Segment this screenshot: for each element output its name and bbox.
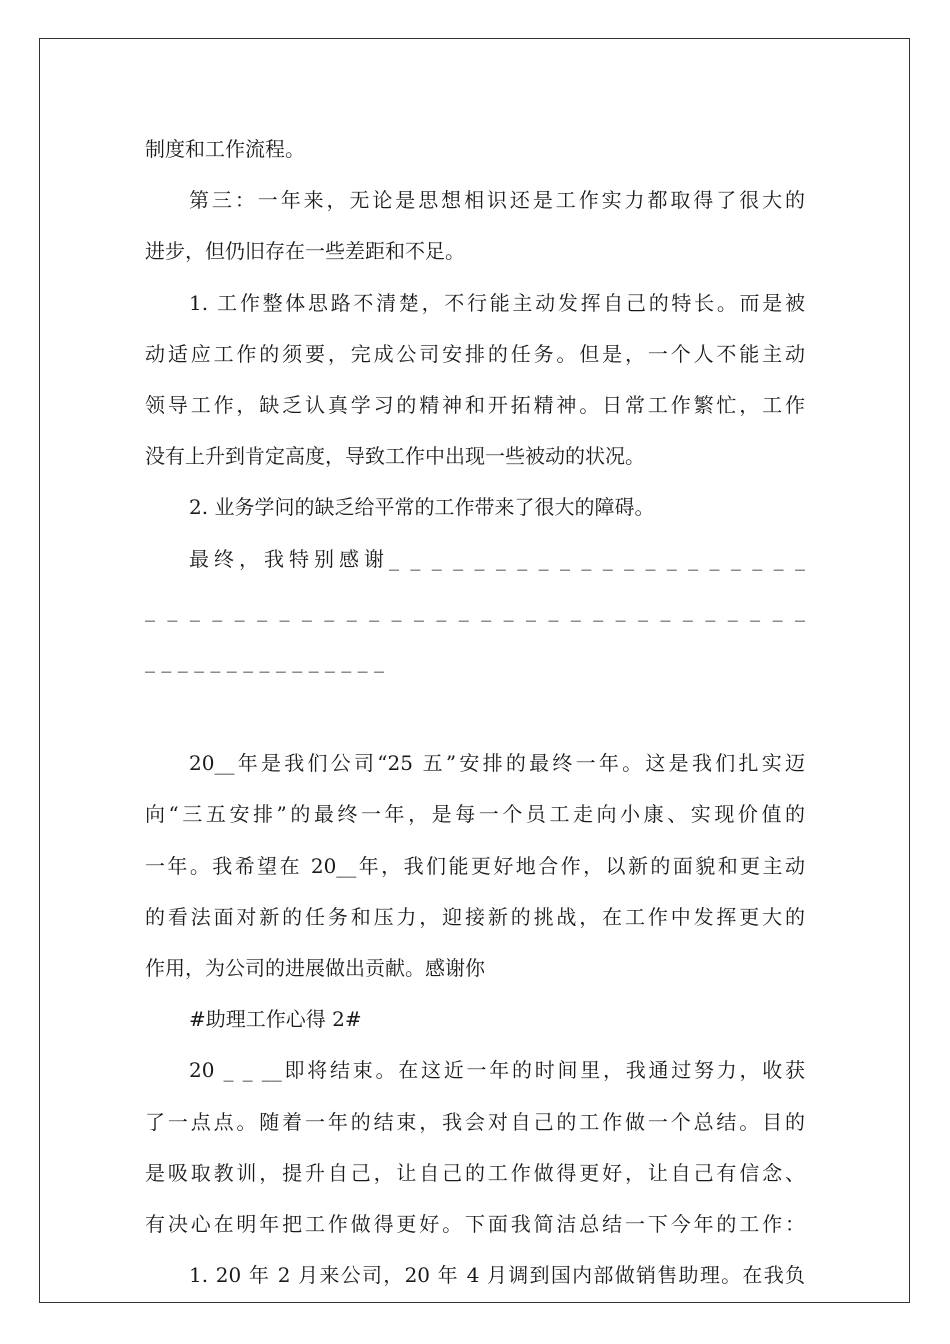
section-heading: #助理工作心得 2# bbox=[189, 1007, 362, 1032]
paragraph-line: 20 _ _ __即将结束。在这近一年的时间里，我通过努力，收获 bbox=[189, 1058, 805, 1083]
text-line: 进步，但仍旧存在一些差距和不足。 bbox=[145, 239, 465, 264]
paragraph-line: 20__年是我们公司“25 五”安排的最终一年。这是我们扎实迈 bbox=[189, 751, 805, 776]
empty-line bbox=[145, 687, 805, 738]
paragraph-line: 第三：一年来，无论是思想相识还是工作实力都取得了很大的 bbox=[189, 188, 805, 213]
text-line: 了一点点。随着一年的结束，我会对自己的工作做一个总结。目的 bbox=[145, 1109, 805, 1134]
text-line: 有决心在明年把工作做得更好。下面我简洁总结一下今年的工作： bbox=[145, 1211, 805, 1236]
text-line: 作用，为公司的进展做出贡献。感谢你 bbox=[145, 956, 485, 980]
text-line: 制度和工作流程。 bbox=[145, 137, 305, 161]
paragraph-line: 1. 20 年 2 月来公司，20 年 4 月调到国内部做销售助理。在我负 bbox=[189, 1263, 805, 1288]
text-line: 一年。我希望在 20__年，我们能更好地合作，以新的面貌和更主动 bbox=[145, 853, 805, 878]
document-body bbox=[145, 124, 805, 1301]
text-line: 领导工作，缺乏认真学习的精神和开拓精神。日常工作繁忙，工作 bbox=[145, 392, 805, 417]
paragraph-line: 最终，我特别感谢_ _ _ _ _ _ _ _ _ _ _ _ _ _ _ _ _ _ _ _ bbox=[189, 546, 805, 571]
paragraph-line: 1. 工作整体思路不清楚，不行能主动发挥自己的特长。而是被 bbox=[189, 290, 805, 315]
text-line: 是吸取教训，提升自己，让自己的工作做得更好，让自己有信念、 bbox=[145, 1160, 805, 1185]
text-line: 向“三五安排”的最终一年，是每一个员工走向小康、实现价值的 bbox=[145, 802, 805, 827]
text-line: 没有上升到肯定高度，导致工作中出现一些被动的状况。 bbox=[145, 444, 645, 469]
blank-fill-line: _ _ _ _ _ _ _ _ _ _ _ _ _ _ _ _ _ _ _ _ _ _ _ _ _ _ _ _ _ _ bbox=[145, 597, 805, 622]
paragraph-line: 2. 业务学问的缺乏给平常的工作带来了很大的障碍。 bbox=[189, 495, 655, 520]
text-line: 的看法面对新的任务和压力，迎接新的挑战，在工作中发挥更大的 bbox=[145, 904, 805, 929]
text-line: 动适应工作的须要，完成公司安排的任务。但是，一个人不能主动 bbox=[145, 341, 805, 366]
blank-fill-line: _ _ _ _ _ _ _ _ _ _ _ _ _ _ _ bbox=[145, 648, 385, 673]
